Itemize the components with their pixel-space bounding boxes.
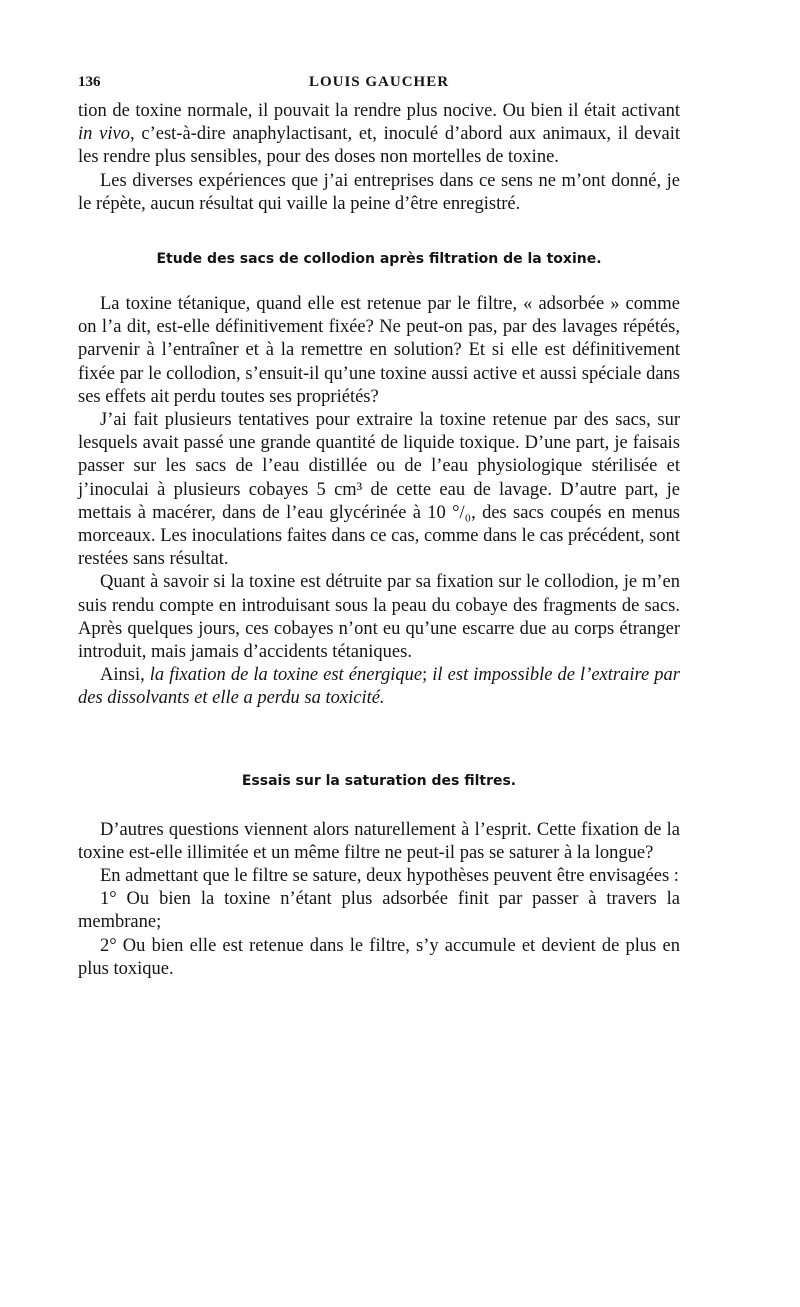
numbered-paragraph: 1° Ou bien la toxine n’étant plus adsorbée finit par passer à travers la membrane;: [78, 889, 680, 933]
body-paragraph: La toxine tétanique, quand elle est retenue par le filtre, « adsorbée » comme on l’a dit, est-elle définitivement fixée? Ne peut-on pas, par des lavages répétés, parvenir à l’entraîner et à la remettre en solution? Et si elle est définitivement fixée par le collodion, s’ensuit-il qu’une toxine aussi active et aussi spéciale dans ses effets ait perdu toutes ses propriétés?: [78, 294, 680, 407]
body-paragraph: D’autres questions viennent alors naturellement à l’esprit. Cette fixation de la toxine est-elle illimitée et un même filtre ne peut-il pas se saturer à la longue?: [78, 819, 680, 863]
section-heading-collodion: Etude des sacs de collodion après filtration de la toxine.: [156, 251, 602, 268]
running-head-author: LOUIS GAUCHER: [308, 74, 450, 90]
page-number: 136: [78, 74, 101, 90]
italic-conclusion-1: la fixation de la toxine est énergique: [149, 665, 423, 686]
italic-conclusion-2: il est impossible de l’extraire par des dissolvants et elle a perdu sa toxicité.: [78, 665, 680, 709]
section-heading-saturation: Essais sur la saturation des filtres.: [241, 772, 517, 789]
body-paragraph: Quant à savoir si la toxine est détruite par sa fixation sur le collodion, je m’en suis rendu compte en introduisant sous la peau du cobaye des fragments de sacs. Après quelques jours, ces cobayes n’ont eu qu’une escarre due au corps étranger introduit, mais jamais d’accidents tétaniques.: [78, 572, 680, 663]
numbered-paragraph: 2° Ou bien elle est retenue dans le filtre, s’y accumule et devient de plus en plus toxique.: [78, 935, 680, 979]
body-paragraph: En admettant que le filtre se sature, deux hypothèses peuvent être envisagées :: [100, 866, 679, 887]
conclusion-paragraph: Ainsi, la fixation de la toxine est énergique; il est impossible de l’extraire par des dissolvants et elle a perdu sa toxicité.: [78, 665, 680, 709]
continuation-paragraph: tion de toxine normale, il pouvait la rendre plus nocive. Ou bien il était activant in vivo, c’est-à-dire anaphylactisant, et, inoculé d’abord aux animaux, il devait les rendre plus sensibles, pour des doses non mortelles de toxine.: [78, 101, 680, 168]
running-head: [78, 74, 680, 100]
italic-phrase: in vivo: [78, 124, 130, 145]
body-paragraph: Les diverses expériences que j’ai entreprises dans ce sens ne m’ont donné, je le répète, aucun résultat qui vaille la peine d’être enregistré.: [78, 170, 680, 214]
body-paragraph: J’ai fait plusieurs tentatives pour extraire la toxine retenue par des sacs, sur lesquels avait passé une grande quantité de liquide toxique. D’une part, je faisais passer sur les sacs de l’eau distillée ou de l’eau physiologique stérilisée et j’inoculai à plusieurs cobayes 5 cm³ de cette eau de lavage. D’autre part, je mettais à macérer, dans de l’eau glycérinée à 10 °/₀, des sacs coupés en menus morceaux. Les inoculations faites dans ce cas, comme dans le cas précédent, sont restées sans résultat.: [78, 410, 680, 570]
book-page: [78, 74, 680, 981]
